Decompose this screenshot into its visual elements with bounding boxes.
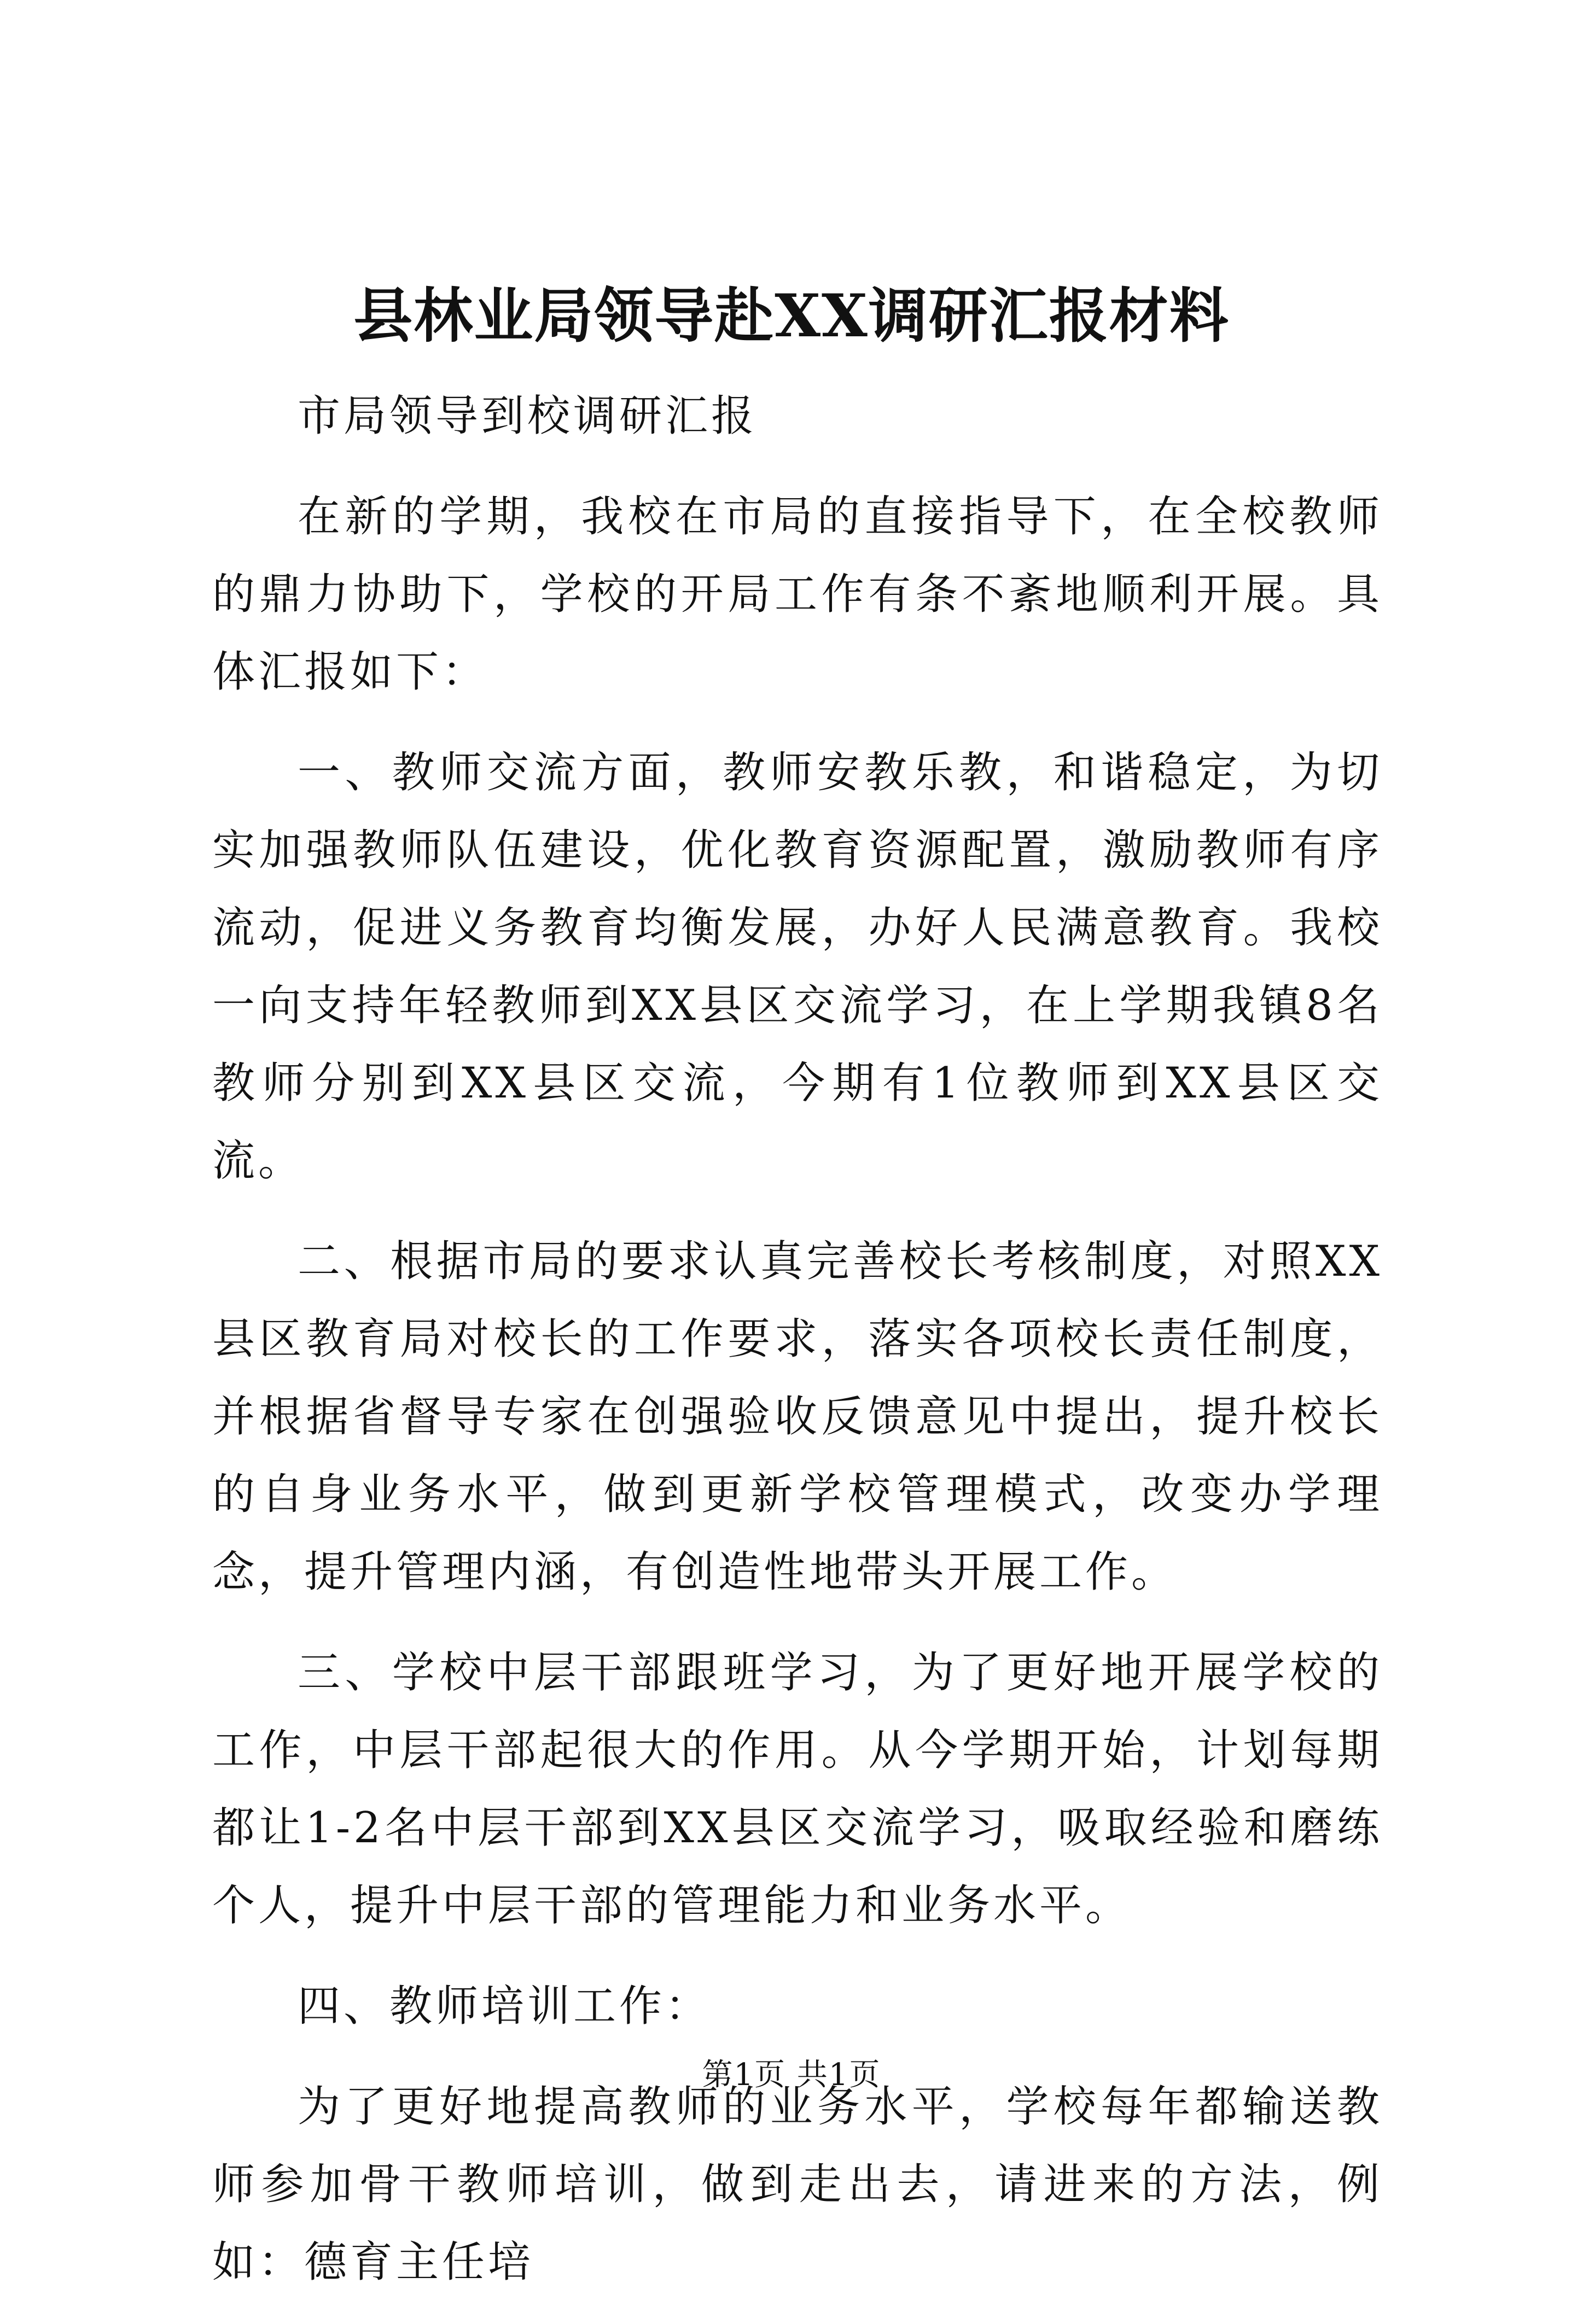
paragraph: 三、学校中层干部跟班学习，为了更好地开展学校的工作，中层干部起很大的作用。从今学期开始，计划每期都让1-2名中层干部到XX县区交流学习，吸取经验和磨练个人，提升中层干部的管理能力和业务水平。: [212, 1648, 1383, 1930]
document-body: [212, 377, 1383, 2324]
paragraph: 一、教师交流方面，教师安教乐教，和谐稳定，为切实加强教师队伍建设，优化教育资源配置，激励教师有序流动，促进义务教育均衡发展，办好人民满意教育。我校一向支持年轻教师到XX县区交流学习，在上学期我镇8名教师分别到XX县区交流，今期有1位教师到XX县区交流。: [212, 748, 1383, 1186]
paragraph: 四、教师培训工作：: [298, 1982, 712, 2031]
paragraph: 为了更好地提高教师的业务水平，学校每年都输送教师参加骨干教师培训，做到走出去，请进来的方法，例如：德育主任培: [212, 2082, 1383, 2287]
page-footer: [0, 2053, 1583, 2097]
document-title: 县林业局领导赴XX调研汇报材料: [353, 282, 1230, 351]
paragraph: 在新的学期，我校在市局的直接指导下，在全校教师的鼎力协助下，学校的开局工作有条不紊地顺利开展。具体汇报如下：: [212, 492, 1383, 697]
page-number-label: 第1页 共1页: [702, 2057, 881, 2093]
paragraph: 市局领导到校调研汇报: [298, 392, 758, 441]
paragraph: 二、根据市局的要求认真完善校长考核制度，对照XX县区教育局对校长的工作要求，落实各项校长责任制度，并根据省督导专家在创强验收反馈意见中提出，提升校长的自身业务水平，做到更新学校管理模式，改变办学理念，提升管理内涵，有创造性地带头开展工作。: [212, 1237, 1383, 1597]
